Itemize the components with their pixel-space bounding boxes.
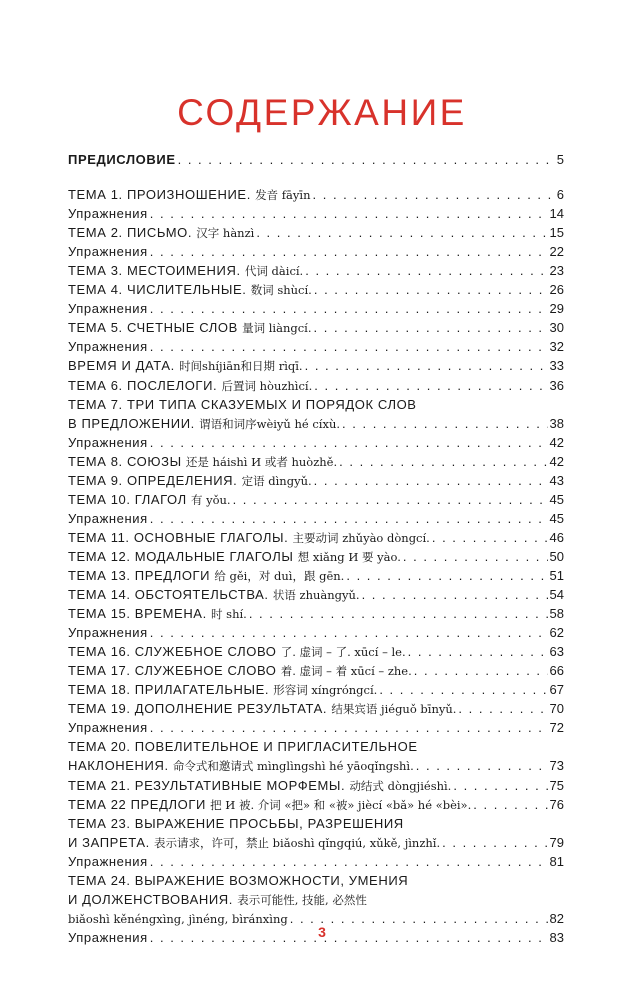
dot-leader	[403, 547, 548, 566]
dot-leader	[414, 661, 548, 680]
toc-entry-chinese: 给 gěi，对 duì，跟 gēn.	[214, 568, 345, 583]
toc-entry-text	[68, 471, 312, 490]
toc-entry	[68, 604, 564, 623]
toc-entry-exercises	[68, 433, 564, 452]
dot-leader	[314, 318, 548, 337]
toc-entry-page: 76	[549, 796, 564, 812]
toc-entry-chinese: 后置词 hòuzhìcí.	[221, 378, 313, 393]
toc-entry-text	[68, 680, 377, 699]
toc-entry	[68, 833, 564, 852]
toc-entry	[68, 452, 564, 471]
toc-entry-text	[68, 566, 344, 585]
dot-leader	[233, 490, 548, 509]
toc-entry-text	[68, 604, 247, 623]
toc-entry-page: 38	[549, 415, 564, 431]
toc-entry	[68, 890, 564, 909]
toc-entry	[68, 395, 564, 414]
toc-entry-page: 46	[549, 529, 564, 545]
toc-entry-page: 82	[549, 910, 564, 926]
toc-entry-page: 83	[549, 929, 564, 945]
toc-entry-label: ТЕМА 3. МЕСТОИМЕНИЯ.	[68, 263, 245, 279]
toc-entry-chinese: 动结式 dòngjiéshì.	[349, 778, 452, 793]
toc-entry	[68, 376, 564, 395]
toc-entry-label: Упражнения	[68, 720, 148, 736]
section-gap	[68, 169, 564, 185]
toc-entry-label: ТЕМА 19. ДОПОЛНЕНИЕ РЕЗУЛЬТАТА.	[68, 701, 332, 717]
dot-leader	[150, 852, 548, 871]
toc-entry	[68, 490, 564, 509]
toc-entry-page: 42	[549, 434, 564, 450]
toc-entry-page: 73	[549, 758, 564, 774]
toc-entry	[68, 261, 564, 280]
toc-entry-text	[68, 452, 337, 471]
toc-entry-page: 36	[549, 377, 564, 393]
toc-entry-label: ТЕМА 14. ОБСТОЯТЕЛЬСТВА.	[68, 587, 273, 603]
toc-entry-chinese: 时间shíjiān和日期 rìqī.	[179, 359, 303, 374]
toc-entry	[68, 737, 564, 756]
toc-entry-text	[68, 318, 312, 337]
toc-entry-exercises	[68, 852, 564, 871]
toc-entry-text	[68, 756, 414, 775]
toc-entry-label: ТЕМА 20. ПОВЕЛИТЕЛЬНОЕ И ПРИГЛАСИТЕЛЬНОЕ	[68, 739, 418, 755]
toc-entry-chinese: biǎoshì kěnéngxìng, jìnéng, bìránxìng	[68, 911, 288, 926]
toc-entry-label: ТЕМА 8. СОЮЗЫ	[68, 453, 186, 469]
dot-leader	[150, 242, 548, 261]
toc-entry	[68, 871, 564, 890]
toc-entry-label: Упражнения	[68, 929, 148, 945]
toc-entry-chinese: 有 yǒu.	[190, 492, 231, 507]
toc-entry-chinese: 把 И 被. 介词 «把» 和 «被» jiècí «bǎ» hé «bèi».	[210, 797, 472, 812]
toc-entry-text	[68, 547, 401, 566]
toc-entry-exercises	[68, 509, 564, 528]
toc-entry-page: 15	[549, 225, 564, 241]
toc-entry-label: ТЕМА 13. ПРЕДЛОГИ	[68, 567, 215, 583]
toc-entry-label: НАКЛОНЕНИЯ.	[68, 758, 173, 774]
toc-entry-label: ПРЕДИСЛОВИЕ	[68, 152, 176, 167]
toc-entry-exercises	[68, 718, 564, 737]
toc-entry-text	[68, 890, 564, 909]
toc-entry-page: 6	[556, 187, 564, 203]
dot-leader	[432, 528, 548, 547]
toc-entry-text	[68, 414, 340, 433]
toc-entry-label: ТЕМА 15. ВРЕМЕНА.	[68, 606, 212, 622]
toc-entry-page: 62	[549, 625, 564, 641]
toc-entry	[68, 280, 564, 299]
toc-entry-label: ТЕМА 18. ПРИЛАГАТЕЛЬНЫЕ.	[68, 682, 274, 698]
toc-entry-label: И ЗАПРЕТА.	[68, 834, 155, 850]
toc-entry-chinese: 谓语和词序wèiyǔ hé cíxù.	[199, 416, 341, 431]
toc-entry-label: ТЕМА 12. МОДАЛЬНЫЕ ГЛАГОЛЫ	[68, 548, 298, 564]
toc-entry-text	[68, 528, 430, 547]
toc-entry-page: 45	[549, 510, 564, 526]
toc-entry-text	[68, 395, 564, 414]
toc-entry	[68, 680, 564, 699]
toc-entry	[68, 356, 564, 375]
toc-entry-text	[68, 623, 148, 642]
dot-leader	[442, 833, 547, 852]
toc-entry-label: ТЕМА 2. ПИСЬМО.	[68, 225, 197, 241]
toc-entry-chinese: 还是 háishì И 或者 huòzhě.	[185, 454, 338, 469]
toc-entry-exercises	[68, 204, 564, 223]
toc-entry	[68, 547, 564, 566]
dot-leader	[150, 718, 548, 737]
dot-leader	[305, 356, 548, 375]
toc-entry-chinese: 命令式和邀请式 mìnglìngshì hé yāoqǐngshì.	[172, 759, 414, 774]
toc-entry-page: 30	[549, 320, 564, 336]
toc-entry-page: 66	[549, 663, 564, 679]
dot-leader	[150, 299, 548, 318]
toc-entry-chinese: 量词 liàngcí.	[242, 321, 312, 336]
toc-entry-chinese: 了. 虚词 – 了. xūcí – le.	[280, 645, 406, 660]
dot-leader	[178, 150, 555, 169]
toc-entry-page: 67	[549, 682, 564, 698]
toc-entry-chinese: 数词 shùcí.	[250, 283, 312, 298]
dot-leader	[249, 604, 548, 623]
toc-entry-page: 22	[549, 244, 564, 260]
toc-entry-label: ТЕМА 16. СЛУЖЕБНОЕ СЛОВО	[68, 644, 281, 660]
toc-entry-text	[68, 642, 406, 661]
toc-entry-page: 51	[549, 567, 564, 583]
toc-entry-page: 81	[549, 853, 564, 869]
dot-leader	[314, 280, 548, 299]
toc-entry-text	[68, 223, 254, 242]
dot-leader	[150, 337, 548, 356]
toc-entry-text	[68, 814, 564, 833]
toc-entry-label: Упражнения	[68, 853, 148, 869]
toc-entry-page: 70	[549, 701, 564, 717]
toc-entry-label: ТЕМА 6. ПОСЛЕЛОГИ.	[68, 377, 222, 393]
toc-entry-chinese: 状语 zhuàngyǔ.	[272, 588, 360, 603]
toc-entry-text	[68, 490, 231, 509]
toc-entry-page: 33	[549, 358, 564, 374]
toc-entry-text	[68, 585, 360, 604]
toc-entry-chinese: 表示可能性, 技能, 必然性	[237, 892, 367, 907]
toc-entry-text	[68, 204, 148, 223]
toc-entry-label: ТЕМА 7. ТРИ ТИПА СКАЗУЕМЫХ И ПОРЯДОК СЛОВ	[68, 396, 417, 412]
toc-entry-label: Упражнения	[68, 244, 148, 260]
toc-entry-page: 75	[549, 777, 564, 793]
toc-entry	[68, 318, 564, 337]
toc-entry-text	[68, 299, 148, 318]
toc-entry-label: ТЕМА 1. ПРОИЗНОШЕНИЕ.	[68, 187, 256, 203]
dot-leader	[473, 795, 547, 814]
toc-entry-page: 54	[549, 587, 564, 603]
toc-entry-label: ТЕМА 9. ОПРЕДЕЛЕНИЯ.	[68, 472, 242, 488]
dot-leader	[314, 471, 548, 490]
toc-entry-label: ТЕМА 11. ОСНОВНЫЕ ГЛАГОЛЫ.	[68, 529, 293, 545]
toc-entry-label: Упражнения	[68, 206, 148, 222]
toc-entry-text	[68, 737, 564, 756]
toc-entry-text	[68, 871, 564, 890]
toc-entry-page: 45	[549, 491, 564, 507]
toc-entry-text	[68, 699, 456, 718]
toc-entry	[68, 566, 564, 585]
toc-entry-page: 79	[549, 834, 564, 850]
toc-entry-page: 72	[549, 720, 564, 736]
dot-leader	[379, 680, 547, 699]
toc-entry-label: ТЕМА 22 ПРЕДЛОГИ	[68, 796, 211, 812]
page-number: 3	[318, 924, 326, 940]
toc-entry-label: Упражнения	[68, 301, 148, 317]
toc-entry-chinese: 主要动词 zhǔyào dòngcí.	[292, 530, 430, 545]
toc-entry-exercises	[68, 299, 564, 318]
toc-entry-chinese: 表示请求，许可，禁止 biǎoshì qǐngqiú, xǔkě, jìnzhǐ.	[154, 835, 441, 850]
toc-entry-page: 43	[549, 472, 564, 488]
toc-entry-text	[68, 776, 451, 795]
toc-entry-text	[68, 185, 311, 204]
toc-entry-label: ТЕМА 10. ГЛАГОЛ	[68, 491, 191, 507]
toc-entry-label: ТЕМА 23. ВЫРАЖЕНИЕ ПРОСЬБЫ, РАЗРЕШЕНИЯ	[68, 815, 404, 831]
toc-entries	[68, 185, 564, 947]
toc-entry-label: ТЕМА 4. ЧИСЛИТЕЛЬНЫЕ.	[68, 282, 251, 298]
toc-entry-text	[68, 337, 148, 356]
toc-entry-label: Упражнения	[68, 339, 148, 355]
toc-entry-chinese: 想 xiǎng И 要 yào.	[297, 549, 401, 564]
toc-entry	[68, 814, 564, 833]
toc-entry-text	[68, 852, 148, 871]
toc-entry-label: ТЕМА 17. СЛУЖЕБНОЕ СЛОВО	[68, 663, 281, 679]
toc-entry-label: И ДОЛЖЕНСТВОВАНИЯ.	[68, 891, 238, 907]
toc-entry-label: В ПРЕДЛОЖЕНИИ.	[68, 415, 200, 431]
toc-entry	[68, 642, 564, 661]
page-title: СОДЕРЖАНИЕ	[177, 92, 467, 133]
dot-leader	[150, 623, 548, 642]
toc-entry-chinese: 代词 dàicí.	[244, 264, 304, 279]
toc-entry-page: 5	[556, 152, 564, 167]
toc-entry-page: 50	[549, 548, 564, 564]
dot-leader	[314, 376, 547, 395]
toc-entry	[68, 471, 564, 490]
toc-entry	[68, 528, 564, 547]
toc-entry-text	[68, 833, 440, 852]
toc-entry-exercises	[68, 623, 564, 642]
dot-leader	[256, 223, 547, 242]
toc-entry-page: 14	[549, 206, 564, 222]
toc-entry	[68, 414, 564, 433]
toc-entry-page: 58	[549, 606, 564, 622]
toc-entry-chinese: 发音 fāyīn	[255, 188, 311, 203]
dot-leader	[150, 433, 548, 452]
toc-entry-page: 42	[549, 453, 564, 469]
toc-entry-preface	[68, 150, 564, 169]
toc-entry-chinese: 汉字 hànzì	[196, 226, 255, 241]
dot-leader	[342, 414, 548, 433]
toc-entry	[68, 223, 564, 242]
toc-entry-label: ТЕМА 21. РЕЗУЛЬТАТИВНЫЕ МОРФЕМЫ.	[68, 777, 350, 793]
toc-entry-label: ВРЕМЯ И ДАТА.	[68, 358, 180, 374]
toc-entry	[68, 795, 564, 814]
dot-leader	[150, 204, 548, 223]
toc-entry-text	[68, 718, 148, 737]
toc-entry-text	[68, 509, 148, 528]
toc-entry-text	[68, 795, 471, 814]
toc-entry-page: 32	[549, 339, 564, 355]
toc-entry-page: 26	[549, 282, 564, 298]
toc-entry-chinese: 形容词 xíngróngcí.	[273, 683, 378, 698]
dot-leader	[305, 261, 547, 280]
toc-entry-chinese: 定语 dìngyǔ.	[241, 473, 312, 488]
toc-entry-page: 63	[549, 644, 564, 660]
toc-entry	[68, 585, 564, 604]
dot-leader	[313, 185, 555, 204]
toc-entry-label: ТЕМА 24. ВЫРАЖЕНИЕ ВОЗМОЖНОСТИ, УМЕНИЯ	[68, 872, 409, 888]
toc-entry-chinese: 着. 虚词 – 着 xūcí – zhe.	[280, 664, 412, 679]
toc-entry-exercises	[68, 337, 564, 356]
toc-entry-text	[68, 280, 312, 299]
toc-entry-text	[68, 242, 148, 261]
table-of-contents	[68, 150, 564, 947]
toc-entry-label: Упражнения	[68, 434, 148, 450]
dot-leader	[458, 699, 547, 718]
toc-entry	[68, 661, 564, 680]
toc-entry-text	[68, 433, 148, 452]
toc-entry-label: Упражнения	[68, 510, 148, 526]
toc-entry-chinese: 时 shí.	[211, 607, 247, 622]
toc-entry-page: 29	[549, 301, 564, 317]
dot-leader	[346, 566, 547, 585]
toc-entry	[68, 185, 564, 204]
dot-leader	[408, 642, 548, 661]
toc-entry-exercises	[68, 242, 564, 261]
toc-entry-chinese: 结果宾语 jiéguǒ bīnyǔ.	[331, 702, 457, 717]
dot-leader	[339, 452, 547, 471]
dot-leader	[150, 509, 548, 528]
toc-entry-label: Упражнения	[68, 625, 148, 641]
toc-entry	[68, 756, 564, 775]
toc-entry	[68, 776, 564, 795]
toc-entry-text	[68, 261, 303, 280]
dot-leader	[362, 585, 548, 604]
toc-entry	[68, 699, 564, 718]
toc-entry-text	[68, 661, 412, 680]
toc-entry-label: ТЕМА 5. СЧЕТНЫЕ СЛОВ	[68, 320, 243, 336]
dot-leader	[453, 776, 547, 795]
dot-leader	[416, 756, 548, 775]
toc-entry-text	[68, 376, 312, 395]
toc-entry-text	[68, 356, 303, 375]
toc-entry-page: 23	[549, 263, 564, 279]
